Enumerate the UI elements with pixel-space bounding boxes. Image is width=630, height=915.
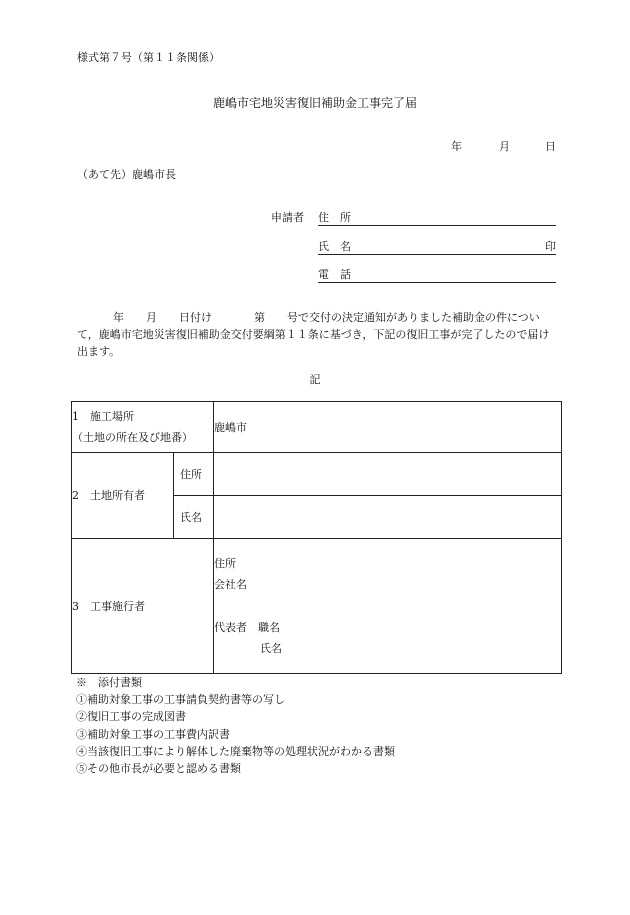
land-owner-address-label: 住所 [174,453,214,496]
contractor-address-label: 住所 [214,557,236,570]
body-paragraph [77,309,555,360]
form-number: 様式第７号（第１１条関係） [77,51,220,64]
attachments-list [76,674,395,777]
contractor-name-label: 氏名 [260,642,282,655]
contractor-label: 3 工事施行者 [72,539,214,674]
seal-mark: 印 [545,240,556,253]
applicant-phone-label: 電 話 [318,268,351,281]
land-owner-address-value [214,453,562,496]
ki-heading: 記 [309,373,321,386]
date-year: 年 [451,140,462,153]
date-month: 月 [499,140,510,153]
body-month: 月 [146,311,157,324]
date-day: 日 [545,140,556,153]
phone-underline [318,282,556,283]
attachments-heading: ※ 添付書類 [76,676,142,689]
body-no-prefix: 第 [254,311,265,324]
contractor-title-label: 職名 [258,621,280,634]
addressee: （あて先）鹿嶋市長 [77,168,176,181]
construction-site-label-1: 1 施工場所 [72,410,134,423]
construction-site-label [72,402,214,453]
attachment-item: ⑤その他市長が必要と認める書類 [76,762,241,776]
applicant-name-label: 氏 名 [318,240,351,253]
contractor-company-label: 会社名 [214,578,247,591]
document-title: 鹿嶋市宅地災害復旧補助金工事完了届 [212,96,417,110]
land-owner-name-value [214,496,562,539]
address-underline [318,225,556,226]
body-year: 年 [113,311,124,324]
attachment-item: ②復旧工事の完成図書 [76,710,186,724]
body-dated: 日付け [179,311,212,324]
body-rest: 号で交付の決定通知がありました補助金の件について，鹿嶋市宅地災害復旧補助金交付要綱第１１条に基づき，下記の復旧工事が完了したので届け出ます。 [77,311,550,358]
table-row [72,539,562,674]
applicant-label: 申請者 [271,211,304,224]
table-row [72,453,562,496]
attachment-item: ③補助対象工事の工事費内訳書 [76,727,230,741]
land-owner-name-label: 氏名 [174,496,214,539]
table-row [72,402,562,453]
construction-site-label-2: （土地の所在及び地番） [72,431,193,444]
attachment-item: ④当該復旧工事により解体した廃棄物等の処理状況がわかる書類 [76,744,395,758]
contractor-rep-label: 代表者 [214,621,247,634]
land-owner-label: 2 土地所有者 [72,453,174,539]
attachment-item: ①補助対象工事の工事請負契約書等の写し [76,693,285,707]
name-underline [318,254,556,255]
construction-site-value: 鹿嶋市 [214,402,562,453]
completion-table [71,401,562,674]
applicant-address-label: 住 所 [318,211,351,224]
contractor-details [214,539,562,674]
